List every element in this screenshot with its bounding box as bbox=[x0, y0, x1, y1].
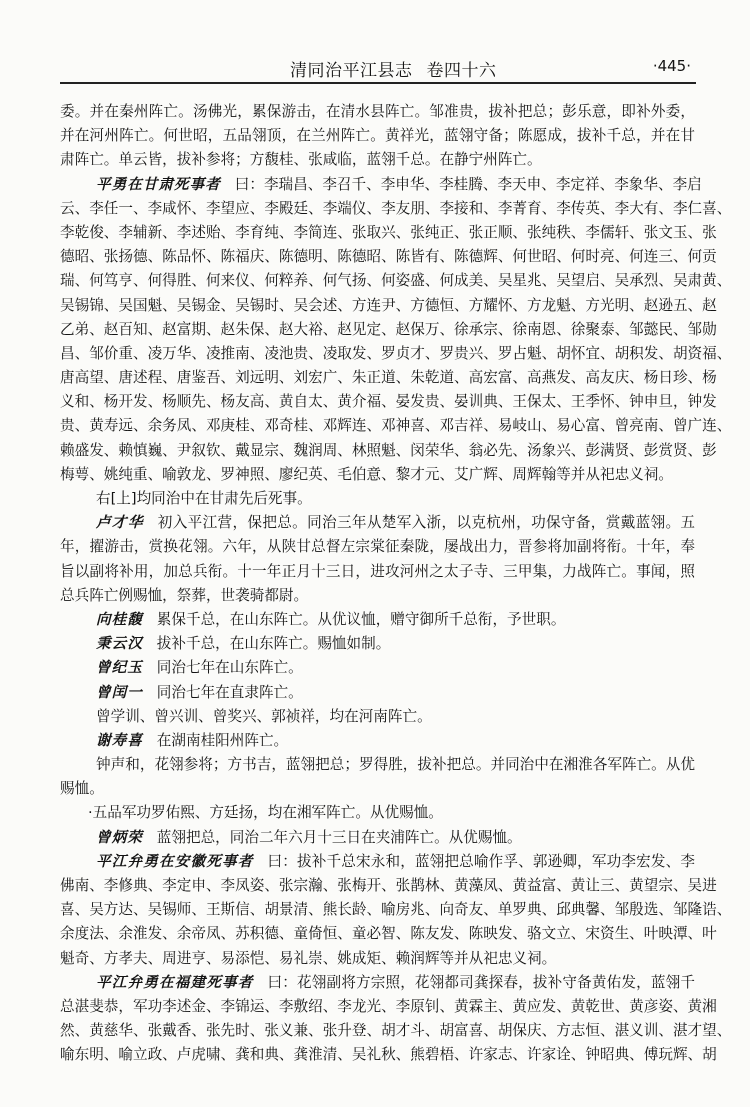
entry-label: 平江弁勇在福建死事者 bbox=[96, 973, 254, 991]
text-line bbox=[60, 414, 732, 438]
text-line bbox=[60, 342, 732, 366]
entry-paragraph bbox=[60, 608, 695, 632]
entry-label: 卢才华 bbox=[96, 514, 144, 532]
text-line bbox=[60, 100, 695, 124]
entry-label: 谢寿喜 bbox=[96, 731, 143, 749]
line-text: 李乾俊、李辅新、李述贻、李育纯、李简连、张取兴、张纯正、张正顺、张纯秩、李儒轩、张文玉、张 bbox=[60, 223, 717, 241]
text-line bbox=[60, 681, 695, 705]
line-text: 委。并在秦州阵亡。汤佛光，累保游击，在清水县阵亡。邹准贵，拔补把总；彭乐意，即补外委， bbox=[60, 103, 695, 120]
text-line bbox=[60, 535, 695, 559]
line-text: 蓝翎把总，同治二年六月十三日在夹浦阵亡。从优赐恤。 bbox=[156, 828, 522, 846]
line-text: 累保千总，在山东阵亡。从优议恤，赠守御所千总衔，予世职。 bbox=[156, 610, 566, 628]
line-text: 同治七年在直隶阵亡。 bbox=[156, 683, 303, 701]
line-text: ·五品军功罗佑熙、方廷扬，均在湘军阵亡。从优赐恤。 bbox=[88, 804, 443, 822]
entry-label: 秉云汉 bbox=[96, 635, 143, 653]
line-text: 余度法、余淮发、余帝凤、苏积德、童倚恒、童必智、陈友发、陈映发、骆文立、宋资生、叶映潭、叶 bbox=[60, 925, 717, 943]
entry-paragraph bbox=[60, 511, 695, 608]
line-text: 喻东明、喻立政、卢虎啸、龚和典、龚淮清、吴礼秋、熊碧梧、许家志、许家诠、钟昭典、傅玩辉、胡 bbox=[60, 1046, 717, 1064]
line-text: 梅萼、姚纯重、喻敦龙、罗神照、廖纪英、毛伯意、黎才元、艾广辉、周辉翰等并从祀忠义祠。 bbox=[60, 465, 673, 483]
page-number: ·445· bbox=[652, 57, 691, 75]
text-line bbox=[60, 269, 732, 293]
text-line bbox=[60, 318, 717, 342]
text-line bbox=[60, 777, 695, 801]
line-text: 并在河州阵亡。何世昭，五品翎顶，在兰州阵亡。黄祥光，蓝翎守备；陈愿成，拔补千总，并在甘 bbox=[60, 127, 695, 145]
line-text: 在湖南桂阳州阵亡。 bbox=[156, 731, 289, 749]
text-line bbox=[60, 705, 695, 729]
entry-paragraph bbox=[60, 971, 732, 1068]
entry-paragraph bbox=[60, 729, 695, 753]
line-text: 旨以副将补用，加总兵衔。十一年正月十三日，进攻河州之太子寺、三甲集，力战阵亡。事闻，照 bbox=[60, 562, 695, 580]
line-text: 贵、黄寿远、余务凤、邓庚桂、邓奇桂、邓辉连、邓神喜、邓吉祥、易岐山、易心富、曾亮南、曾广连、 bbox=[60, 417, 732, 435]
book-title: 清同治平江县志 bbox=[290, 61, 413, 81]
text-line bbox=[60, 245, 717, 269]
line-text: 钟声和，花翎参将；方书吉，蓝翎把总；罗得胜，拔补把总。并同治中在湘淮各军阵亡。从优 bbox=[96, 756, 695, 774]
entry-label: 平勇在甘肃死事者 bbox=[96, 175, 221, 193]
line-text: 年，擢游击，赏换花翎。六年，从陕甘总督左宗棠征秦陇，屡战出力，晋参将加副将衔。十年，奉 bbox=[60, 538, 695, 556]
header-title bbox=[290, 56, 497, 81]
text-line bbox=[60, 221, 717, 245]
line-text: 佛南、李修典、李定申、李凤姿、张宗瀚、张梅开、张鹊林、黄藻凤、黄益富、黄让三、黄望宗、吴进 bbox=[60, 877, 717, 894]
line-text: 喜、吴方达、吴锡师、王斯信、胡景清、熊长龄、喻房兆、向奇友、单罗典、邱典馨、邹殷选、邹隆诰、 bbox=[60, 901, 732, 919]
line-text: 吴锡锦、吴国魁、吴锡金、吴锡时、吴会述、方连尹、方德恒、方耀怀、方龙魁、方光明、赵逊五、赵 bbox=[60, 296, 717, 314]
text-line bbox=[60, 826, 695, 850]
text-line bbox=[60, 294, 717, 318]
entry-label: 曾闰一 bbox=[96, 683, 143, 701]
line-text: 瑞、何笃亨、何得胜、何来仪、何粹养、何气扬、何姿盛、何成美、吴星兆、吴望启、吴承烈、吴肃黄、 bbox=[60, 272, 732, 290]
entry-paragraph bbox=[60, 681, 695, 705]
page-body bbox=[60, 100, 732, 1068]
text-line bbox=[60, 1043, 717, 1067]
text-line bbox=[60, 1019, 732, 1043]
text-line bbox=[60, 801, 695, 825]
header-rule bbox=[60, 82, 696, 84]
line-text: 云、李任一、李咸怀、李望应、李殿廷、李端仪、李友朋、李接和、李菁育、李传英、李大有、李仁喜、 bbox=[60, 199, 732, 217]
text-line bbox=[60, 197, 732, 221]
line-text: 唐高望、唐述程、唐鉴吾、刘远明、刘宏广、朱正道、朱乾道、高宏富、高燕发、高友庆、杨日珍、杨 bbox=[60, 369, 717, 387]
entry-paragraph bbox=[60, 850, 732, 971]
text-line bbox=[60, 511, 695, 535]
line-text: 乙弟、赵百知、赵富期、赵朱保、赵大裕、赵见定、赵保万、徐承宗、徐南恩、徐聚泰、邹懿民、邹勋 bbox=[60, 320, 717, 338]
text-line bbox=[60, 971, 695, 995]
text-paragraph bbox=[60, 801, 695, 825]
text-line bbox=[60, 947, 695, 971]
entry-label: 平江弁勇在安徽死事者 bbox=[96, 852, 254, 870]
line-text: 右[上]均同治中在甘肃先后死事。 bbox=[96, 490, 312, 507]
line-text: 昌、邹价重、凌万华、凌推南、凌池贵、凌取发、罗贞才、罗贵兴、罗占魁、胡怀宜、胡积发、胡资福、 bbox=[60, 344, 732, 362]
text-line bbox=[60, 729, 695, 753]
line-text: 魁奇、方孝夫、周进亨、易添恺、易礼崇、姚成矩、赖润辉等并从祀忠义祠。 bbox=[60, 949, 557, 967]
line-text: 然、黄慈华、张戴香、张先时、张义兼、张升登、胡才斗、胡富喜、胡保庆、方志恒、湛义训、湛才望、 bbox=[60, 1022, 732, 1040]
text-line bbox=[60, 632, 695, 656]
text-paragraph bbox=[60, 487, 695, 511]
line-text: 拔补千总，在山东阵亡。赐恤如制。 bbox=[156, 635, 391, 653]
text-line bbox=[60, 487, 695, 511]
volume-label: 卷四十六 bbox=[426, 61, 497, 81]
text-paragraph bbox=[60, 705, 695, 729]
text-line bbox=[60, 366, 717, 390]
line-text: 肃阵亡。单云皆，拔补参将；方馥桂、张咸临，蓝翎千总。在静宁州阵亡。 bbox=[60, 151, 542, 169]
text-line bbox=[60, 124, 695, 148]
text-line bbox=[60, 173, 702, 197]
text-line bbox=[60, 463, 695, 487]
text-line bbox=[60, 898, 732, 922]
text-line bbox=[60, 390, 717, 414]
entry-paragraph bbox=[60, 632, 695, 656]
line-text: 同治七年在山东阵亡。 bbox=[156, 659, 303, 677]
line-text: 赖盛发、赖慎巍、尹叙钦、戴显宗、魏润周、林照魁、闵荣华、翁必先、汤象兴、彭满贤、彭赏贤、彭 bbox=[60, 441, 717, 459]
text-line bbox=[60, 874, 717, 898]
text-line bbox=[60, 584, 695, 608]
text-paragraph bbox=[60, 100, 695, 173]
line-text: 总湛斐恭，军功李述金、李锦运、李敷绍、李龙光、李原钊、黄霖主、黄应发、黄乾世、黄彦姿、黄湘 bbox=[60, 997, 717, 1015]
text-line bbox=[60, 922, 717, 946]
line-text: 曰：李瑞昌、李召千、李申华、李桂腾、李天申、李定祥、李象华、李启 bbox=[234, 175, 702, 193]
line-text: 总兵阵亡例赐恤，祭葬，世袭骑都尉。 bbox=[60, 586, 309, 604]
entry-label: 曾纪玉 bbox=[96, 659, 143, 677]
text-line bbox=[60, 148, 695, 172]
line-text: 曰：花翎副将方宗照，花翎都司龚探春，拔补守备黄佑发，蓝翎千 bbox=[267, 973, 695, 991]
text-line bbox=[60, 439, 717, 463]
text-line bbox=[60, 560, 695, 584]
line-text: 曾学训、曾兴训、曾奖兴、郭祯祥，均在河南阵亡。 bbox=[96, 707, 432, 725]
text-line bbox=[60, 850, 695, 874]
entry-label: 向桂馥 bbox=[96, 610, 143, 628]
entry-paragraph bbox=[60, 173, 732, 487]
entry-label: 曾炳荣 bbox=[96, 828, 143, 846]
line-text: 曰：拔补千总宋永和，蓝翎把总喻作孚、郭逊卿，军功李宏发、李 bbox=[267, 852, 695, 870]
entry-paragraph bbox=[60, 826, 695, 850]
text-line bbox=[60, 608, 695, 632]
text-line bbox=[60, 656, 695, 680]
text-line bbox=[60, 753, 695, 777]
text-line bbox=[60, 995, 717, 1019]
entry-paragraph bbox=[60, 656, 695, 680]
running-header bbox=[60, 56, 695, 80]
text-paragraph bbox=[60, 753, 695, 801]
line-text: 赐恤。 bbox=[60, 780, 104, 798]
line-text: 义和、杨开发、杨顺先、杨友高、黄自太、黄介福、晏发贵、晏训典、王保太、王季怀、钟申旦，钟发 bbox=[60, 393, 717, 411]
line-text: 初入平江营，保把总。同治三年从楚军入浙，以克杭州，功保守备，赏戴蓝翎。五 bbox=[157, 514, 695, 532]
line-text: 德昭、张扬德、陈品怀、陈福庆、陈德明、陈德昭、陈皆有、陈德辉、何世昭、何时亮、何连三、何贡 bbox=[60, 248, 717, 266]
